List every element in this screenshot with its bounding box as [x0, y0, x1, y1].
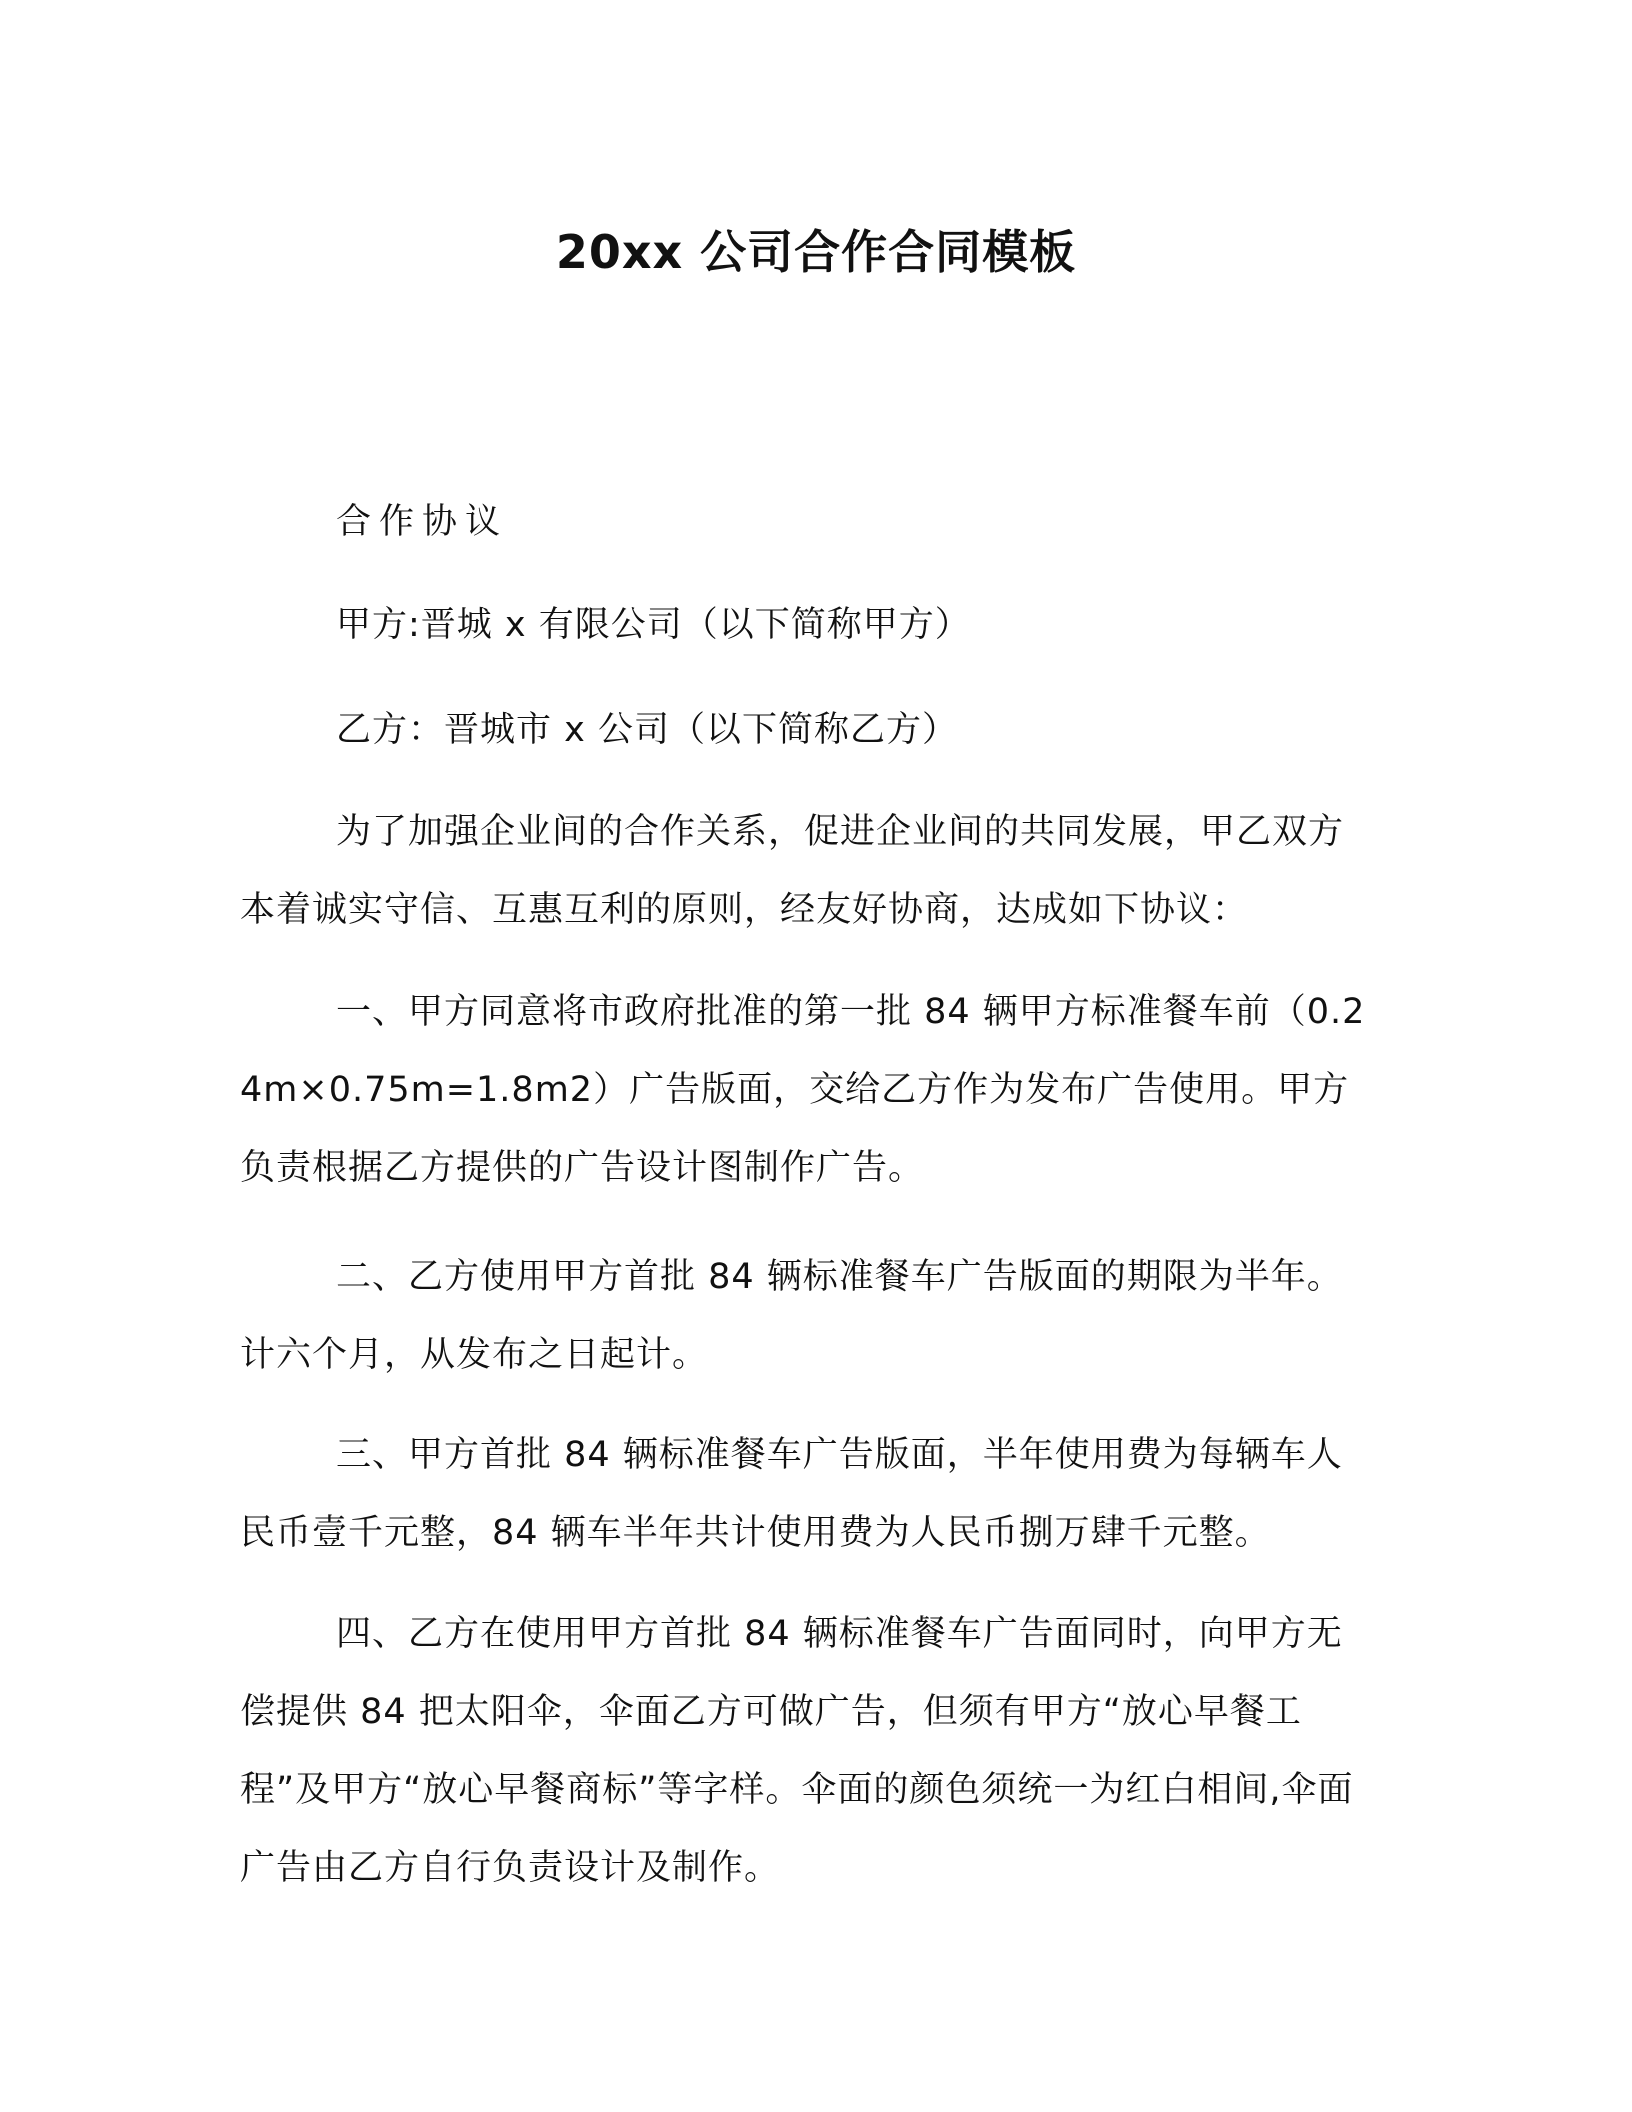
clause-3: 三、甲方首批 84 辆标准餐车广告版面，半年使用费为每辆车人民币壹千元整，84 辆车半年共计使用费为人民币捌万肆千元整。 [240, 1435, 1343, 1553]
agreement-heading: 合作协议 [336, 502, 509, 542]
document-title: 20xx 公司合作合同模板 [555, 225, 1077, 279]
party-b-line: 乙方：晋城市 x 公司（以下简称乙方） [336, 710, 958, 750]
clause-2: 二、乙方使用甲方首批 84 辆标准餐车广告版面的期限为半年。计六个月，从发布之日起计。 [240, 1257, 1343, 1375]
party-a-line: 甲方:晋城 x 有限公司（以下简称甲方） [336, 605, 971, 645]
intro-paragraph: 为了加强企业间的合作关系，促进企业间的共同发展，甲乙双方本着诚实守信、互惠互利的原则，经友好协商，达成如下协议： [240, 812, 1345, 930]
clause-1: 一、甲方同意将市政府批准的第一批 84 辆甲方标准餐车前（0.24m×0.75m=1.8m2）广告版面，交给乙方作为发布广告使用。甲方负责根据乙方提供的广告设计图制作广告。 [240, 992, 1366, 1188]
clause-4: 四、乙方在使用甲方首批 84 辆标准餐车广告面同时，向甲方无偿提供 84 把太阳伞，伞面乙方可做广告，但须有甲方“放心早餐工程”及甲方“放心早餐商标”等字样。伞面的颜色须统一为红白相间,伞面广告由乙方自行负责设计及制作。 [240, 1614, 1354, 1888]
